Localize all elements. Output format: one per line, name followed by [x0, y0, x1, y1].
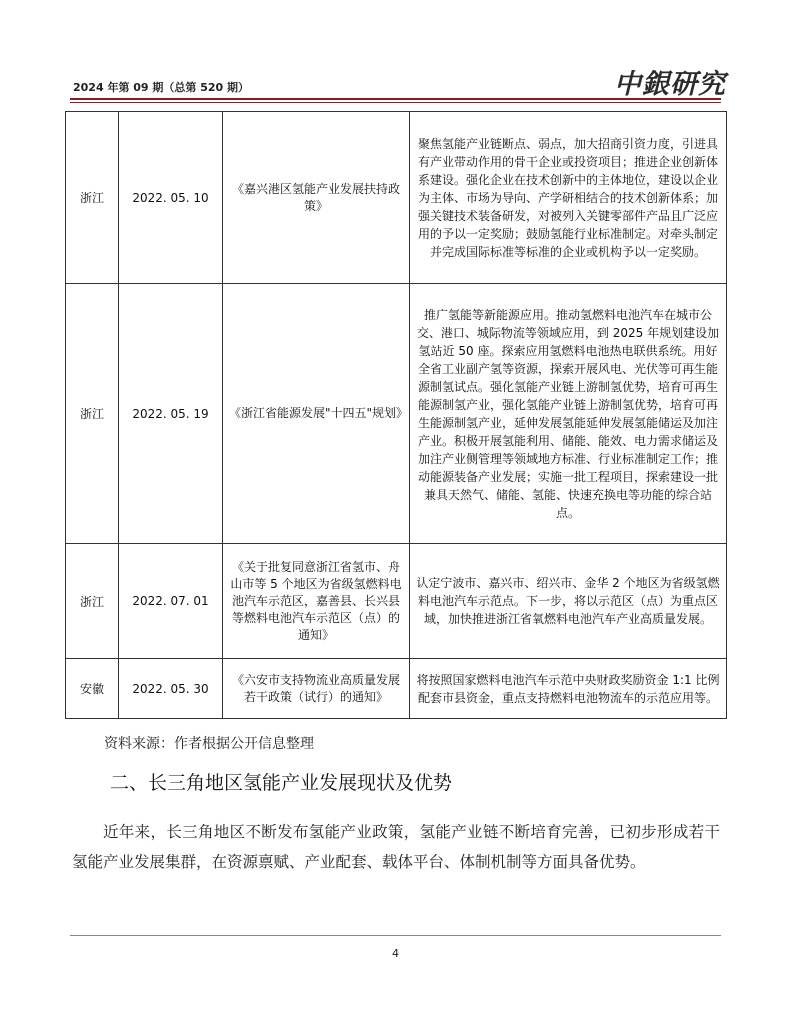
bank-research-logo: 中銀研究: [614, 69, 726, 100]
issue-label: 2024 年第 09 期（总第 520 期）: [73, 81, 250, 94]
policy-name-cell: 《六安市支持物流业高质量发展若干政策（试行）的通知》: [223, 659, 410, 719]
table-row: [66, 544, 727, 659]
footer-rule: [70, 935, 721, 936]
policy-name-cell: 《浙江省能源发展"十四五"规划》: [223, 284, 410, 544]
date-cell: 2022. 07. 01: [119, 544, 223, 659]
region-cell: 安徽: [66, 659, 119, 719]
table-row: [66, 284, 727, 544]
policy-content-cell: 认定宁波市、嘉兴市、绍兴市、金华 2 个地区为省级氢燃料电池汽车示范点。下一步，将以示范区（点）为重点区域，加快推进浙江省氧燃料电池汽车产业高质量发展。: [410, 544, 727, 659]
body-paragraph: 近年来，长三角地区不断发布氢能产业政策，氢能产业链不断培育完善，已初步形成若干氢能产业发展集群，在资源禀赋、产业配套、载体平台、体制机制等方面具备优势。: [72, 823, 720, 871]
region-cell: 浙江: [66, 284, 119, 544]
policy-content-cell: 聚焦氢能产业链断点、弱点，加大招商引资力度，引进具有产业带动作用的骨干企业或投资项目；推进企业创新体系建设。强化企业在技术创新中的主体地位，建设以企业为主体、市场为导向、产学研相结合的技术创新体系；加强关键技术装备研发，对被列入关键零部件产品且广泛应用的予以一定奖励；鼓励氢能行业标准制定。对牵头制定并完成国际标准等标准的企业或机构予以一定奖励。: [410, 112, 727, 284]
policy-content-cell: 推广氢能等新能源应用。推动氢燃料电池汽车在城市公交、港口、城际物流等领域应用，到 2025 年规划建设加氢站近 50 座。探索应用氢燃料电池热电联供系统。用好全省工业副产氢等资源，探索开展风电、光伏等可再生能源制氢试点。强化氢能产业链上游制氢优势，培育可再生能源制氢产业，强化氢能产业链上游制氢优势，培育可再生能源制氢产业，延伸发展氢能延伸发展氢能储运及加注产业。积极开展氢能利用、储能、能效、电力需求储运及加注产业侧管理等领域地方标准、行业标准制定工作；推动能源装备产业发展；实施一批工程项目，探索建设一批兼具天然气、储能、氢能、快速充换电等功能的综合站点。: [410, 284, 727, 544]
policy-table: [65, 111, 727, 719]
region-cell: 浙江: [66, 544, 119, 659]
header-rule-thin: [70, 102, 721, 103]
date-cell: 2022. 05. 30: [119, 659, 223, 719]
date-cell: 2022. 05. 10: [119, 112, 223, 284]
source-note: 资料来源：作者根据公开信息整理: [104, 736, 314, 752]
policy-content-cell: 将按照国家燃料电池汽车示范中央财政奖励资金 1:1 比例配套市县资金，重点支持燃料电池物流车的示范应用等。: [410, 659, 727, 719]
page-number: 4: [392, 947, 399, 960]
section-title: 二、长三角地区氢能产业发展现状及优势: [110, 772, 453, 794]
date-cell: 2022. 05. 19: [119, 284, 223, 544]
policy-name-cell: 《嘉兴港区氢能产业发展扶持政策》: [223, 112, 410, 284]
header-rule: [70, 98, 721, 100]
table-row: [66, 112, 727, 284]
table-row: [66, 659, 727, 719]
policy-name-cell: 《关于批复同意浙江省氢市、舟山市等 5 个地区为省级氢燃料电池汽车示范区，嘉善县、长兴县等燃料电池汽车示范区（点）的通知》: [223, 544, 410, 659]
region-cell: 浙江: [66, 112, 119, 284]
